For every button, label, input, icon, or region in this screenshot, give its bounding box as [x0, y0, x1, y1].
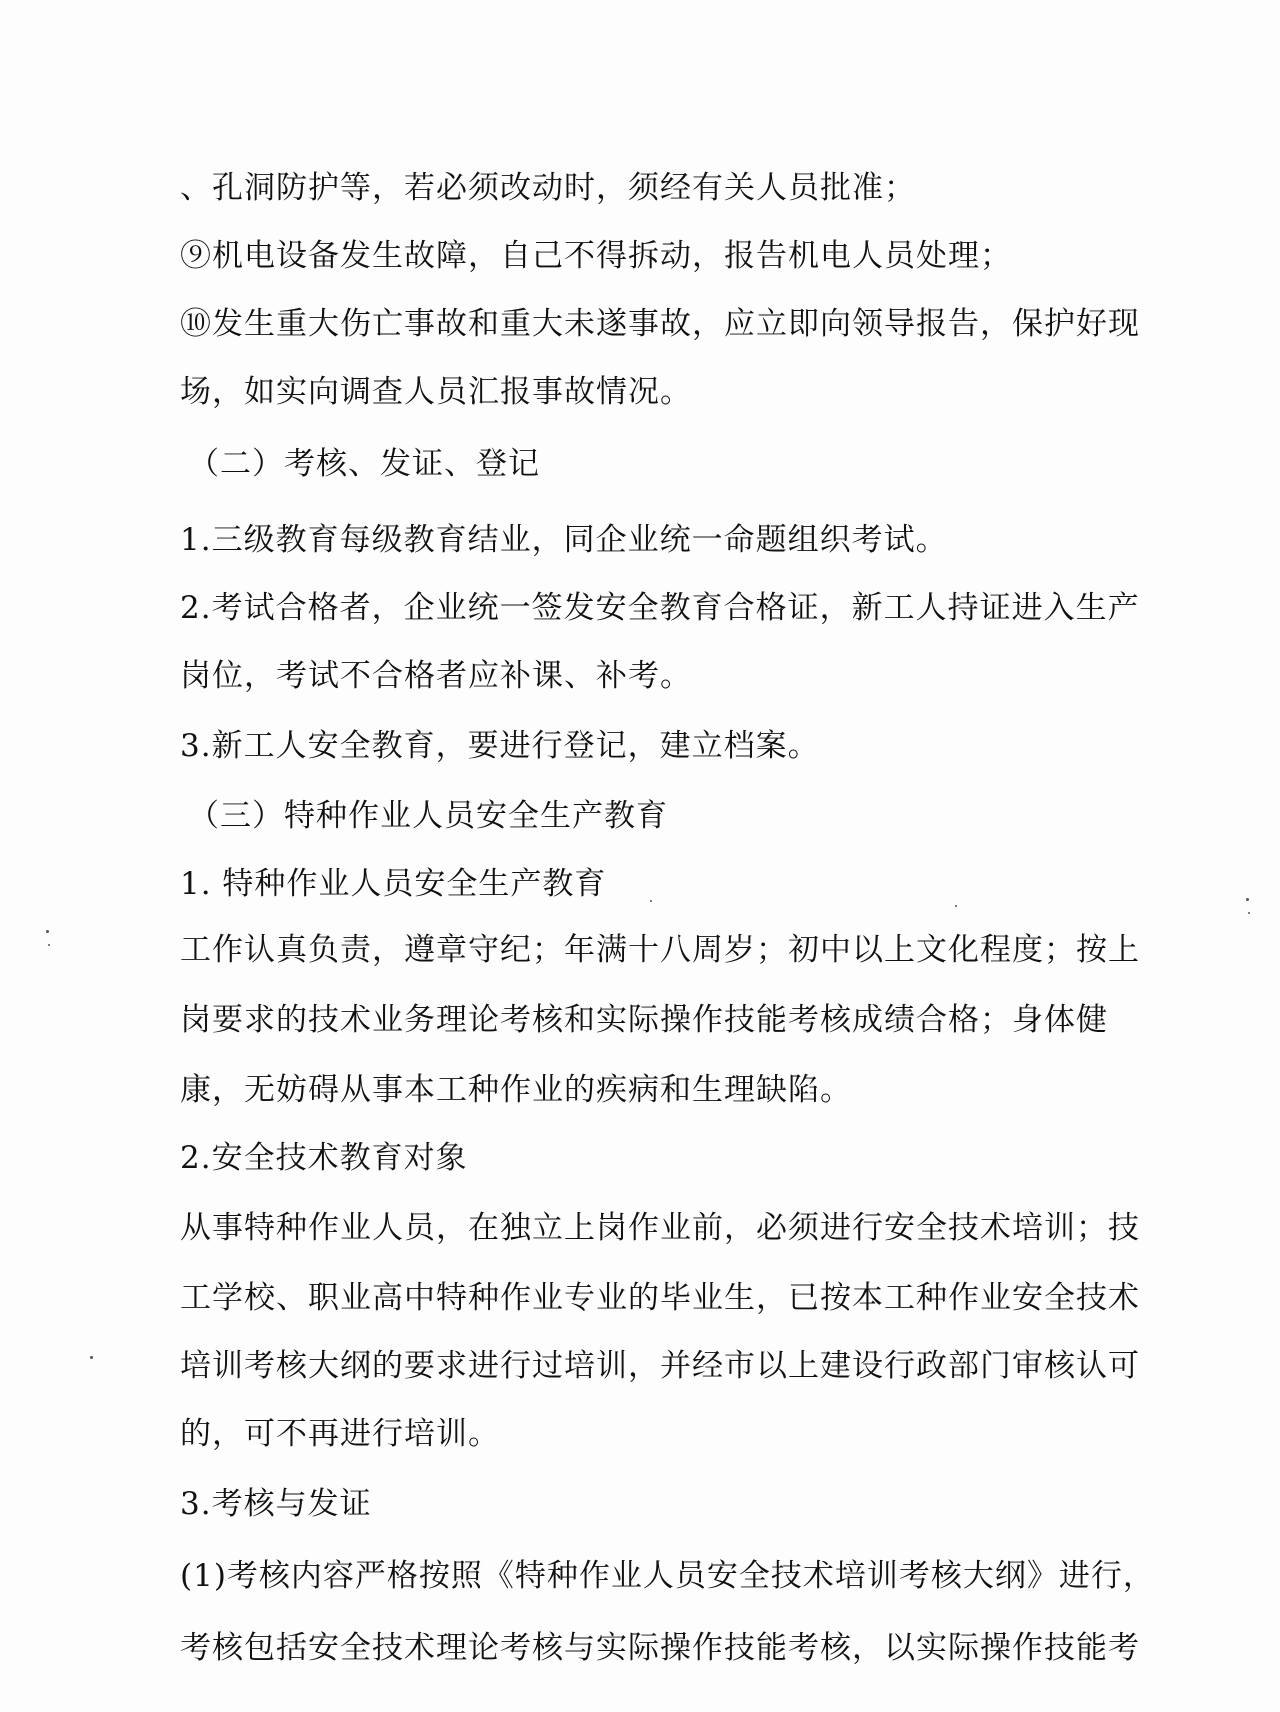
scan-speck [650, 900, 652, 902]
subsection-heading: 1. 特种作业人员安全生产教育 [180, 866, 607, 902]
scan-speck [955, 905, 957, 907]
subsection-heading: 3.考核与发证 [180, 1486, 372, 1522]
scan-speck [1246, 898, 1249, 901]
text-line: 康，无妨碍从事本工种作业的疾病和生理缺陷。 [180, 1072, 852, 1108]
scan-speck [1248, 912, 1250, 914]
text-line: 2.考试合格者，企业统一签发安全教育合格证，新工人持证进入生产 [180, 590, 1140, 626]
section-heading: （二）考核、发证、登记 [188, 446, 540, 482]
text-line: 考核包括安全技术理论考核与实际操作技能考核，以实际操作技能考 [180, 1630, 1140, 1666]
scan-speck [90, 1356, 93, 1359]
text-line: ⑨机电设备发生故障，自己不得拆动，报告机电人员处理； [180, 238, 1012, 274]
text-line: 岗要求的技术业务理论考核和实际操作技能考核成绩合格；身体健 [180, 1002, 1108, 1038]
scan-speck [46, 930, 49, 933]
text-line: ⑩发生重大伤亡事故和重大未遂事故，应立即向领导报告，保护好现 [180, 306, 1140, 342]
subsection-heading: 2.安全技术教育对象 [180, 1140, 468, 1176]
text-line: 工学校、职业高中特种作业专业的毕业生，已按本工种作业安全技术 [180, 1280, 1140, 1316]
text-line: 岗位，考试不合格者应补课、补考。 [180, 658, 692, 694]
text-line: 工作认真负责，遵章守纪；年满十八周岁；初中以上文化程度；按上 [180, 932, 1140, 968]
text-line: 培训考核大纲的要求进行过培训，并经市以上建设行政部门审核认可 [180, 1348, 1140, 1384]
text-line: 场，如实向调查人员汇报事故情况。 [180, 374, 692, 410]
section-heading: （三）特种作业人员安全生产教育 [188, 798, 668, 834]
scan-speck [48, 944, 50, 946]
text-line: (1)考核内容严格按照《特种作业人员安全技术培训考核大纲》进行， [180, 1558, 1155, 1594]
text-line: 1.三级教育每级教育结业，同企业统一命题组织考试。 [180, 522, 948, 558]
text-line: 从事特种作业人员，在独立上岗作业前，必须进行安全技术培训；技 [180, 1210, 1140, 1246]
text-line: 的，可不再进行培训。 [180, 1416, 500, 1452]
text-line: 3.新工人安全教育，要进行登记，建立档案。 [180, 728, 820, 764]
text-line: 、孔洞防护等，若必须改动时，须经有关人员批准； [180, 170, 916, 206]
